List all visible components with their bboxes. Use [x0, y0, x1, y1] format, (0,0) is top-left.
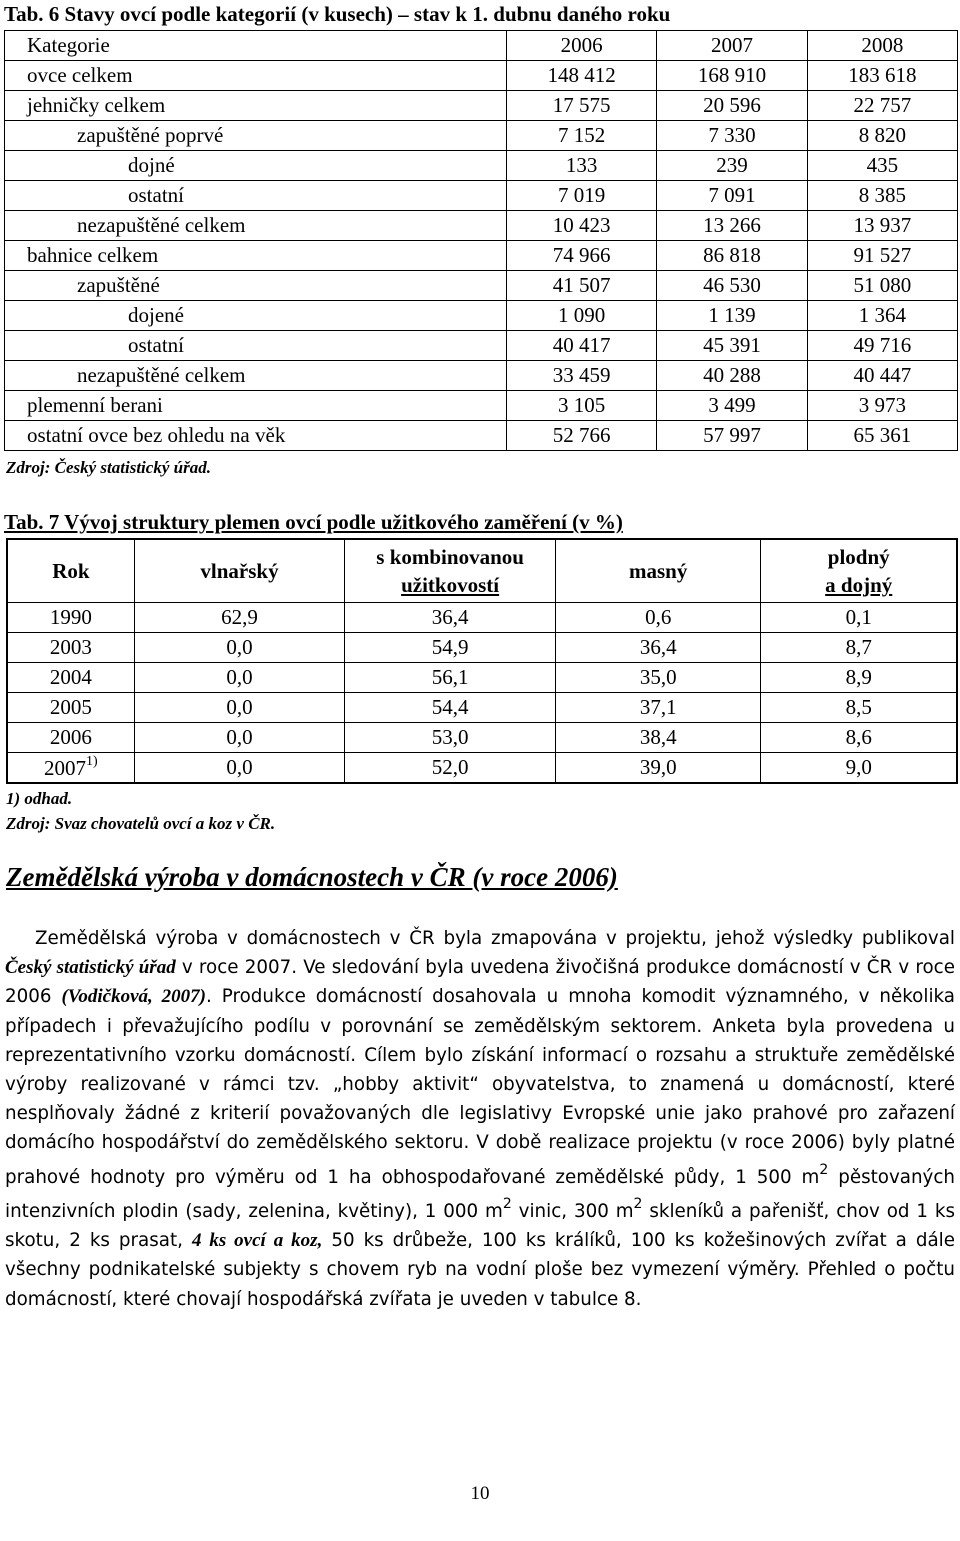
table6-value-cell: 57 997 — [657, 421, 807, 451]
table6 — [4, 30, 958, 451]
table6-category-cell: zapuštěné poprvé — [5, 121, 507, 151]
table7-value-cell: 54,9 — [345, 633, 556, 663]
paragraph-text-6: skleníků a pařenišť, chov od 1 ks skotu, 2 ks prasat, — [5, 1201, 956, 1252]
table6-value-cell: 65 361 — [807, 421, 957, 451]
paragraph-text-4: pěstovaných intenzivních plodin (sady, zelenina, květiny), 1 000 m — [5, 1166, 956, 1223]
table7-value-cell: 8,9 — [761, 663, 957, 693]
table6-value-cell: 168 910 — [657, 61, 807, 91]
table6-row — [5, 391, 958, 421]
table7-header-kombinovana-line2: užitkovostí — [401, 573, 500, 597]
table7-row — [7, 663, 957, 693]
table6-value-cell: 22 757 — [807, 91, 957, 121]
table7-value-cell: 54,4 — [345, 693, 556, 723]
table6-row — [5, 241, 958, 271]
table6-category-cell: ostatní — [5, 181, 507, 211]
table6-value-cell: 86 818 — [657, 241, 807, 271]
table7-source: Zdroj: Svaz chovatelů ovcí a koz v ČR. — [6, 814, 276, 833]
table6-value-cell: 1 139 — [657, 301, 807, 331]
table7-header-vlnarsky: vlnařský — [134, 539, 345, 603]
table6-row — [5, 301, 958, 331]
table7-value-cell: 35,0 — [555, 663, 760, 693]
table6-row — [5, 271, 958, 301]
table7-header-rok: Rok — [7, 539, 134, 603]
table7-header-kombinovana-line1: s kombinovanou — [376, 544, 524, 569]
table6-value-cell: 51 080 — [807, 271, 957, 301]
page-number: 10 — [470, 1483, 490, 1504]
table7-value-cell: 0,0 — [134, 723, 345, 753]
table7-year-cell — [7, 753, 134, 784]
table6-value-cell: 20 596 — [657, 91, 807, 121]
table7-year: 2006 — [49, 725, 92, 749]
table7-value-cell: 36,4 — [345, 603, 556, 633]
table7-caption-prefix: Tab. — [4, 510, 44, 534]
table6-value-cell: 239 — [657, 151, 807, 181]
table6-row — [5, 421, 958, 451]
table6-value-cell: 148 412 — [507, 61, 657, 91]
table6-value-cell: 7 152 — [507, 121, 657, 151]
table6-category-cell: dojené — [5, 301, 507, 331]
table7-value-cell: 37,1 — [555, 693, 760, 723]
table6-row — [5, 61, 958, 91]
table7-caption-text: 7 Vývoj struktury plemen ovcí podle užitkového zaměření (v %) — [43, 510, 623, 534]
table7-value-cell: 9,0 — [761, 753, 957, 784]
table6-value-cell: 49 716 — [807, 331, 957, 361]
table6-row — [5, 121, 958, 151]
table7-row — [7, 723, 957, 753]
table7-year-cell — [7, 633, 134, 663]
table7 — [6, 538, 958, 784]
table6-value-cell: 74 966 — [507, 241, 657, 271]
table6-value-cell: 10 423 — [507, 211, 657, 241]
table7-value-cell: 36,4 — [555, 633, 760, 663]
table7-year-footnote-mark: 1) — [86, 753, 98, 769]
paragraph-text-7: 50 ks drůbeže, 100 ks králíků, 100 ks kožešinových zvířat a dále všechny podnikatelské subjekty s chovem ryb na vodní ploše bez vymezení výměry. Přehled o počtu domácností, které chovají hospodářská zvířata je uveden v tabulce 8. — [5, 1230, 955, 1310]
table6-value-cell: 7 330 — [657, 121, 807, 151]
table6-category-cell: ostatní — [5, 331, 507, 361]
table6-value-cell: 8 385 — [807, 181, 957, 211]
table6-source: Zdroj: Český statistický úřad. — [6, 458, 211, 477]
table7-year: 2005 — [49, 695, 92, 719]
table6-value-cell: 183 618 — [807, 61, 957, 91]
table7-year: 2004 — [49, 665, 92, 689]
table6-category-cell: zapuštěné — [5, 271, 507, 301]
table6-value-cell: 1 090 — [507, 301, 657, 331]
table7-value-cell: 8,6 — [761, 723, 957, 753]
table7-header-kombinovana — [345, 539, 556, 603]
table6-value-cell: 45 391 — [657, 331, 807, 361]
paragraph-citation: (Vodičková, 2007) — [61, 986, 206, 1008]
table6-header-row — [5, 31, 958, 61]
table7-value-cell: 62,9 — [134, 603, 345, 633]
table6-category-cell: ovce celkem — [5, 61, 507, 91]
table6-value-cell: 3 973 — [807, 391, 957, 421]
table6-value-cell: 52 766 — [507, 421, 657, 451]
table6-category-cell: nezapuštěné celkem — [5, 361, 507, 391]
table6-value-cell: 13 937 — [807, 211, 957, 241]
table6-value-cell: 1 364 — [807, 301, 957, 331]
table6-value-cell: 13 266 — [657, 211, 807, 241]
table7-value-cell: 0,0 — [134, 663, 345, 693]
table6-header-year: 2008 — [807, 31, 957, 61]
table6-value-cell: 3 499 — [657, 391, 807, 421]
table6-row — [5, 331, 958, 361]
table6-value-cell: 17 575 — [507, 91, 657, 121]
superscript-2: 2 — [502, 1195, 512, 1212]
section-paragraph — [5, 924, 955, 1314]
table7-value-cell: 0,0 — [134, 693, 345, 723]
table6-value-cell: 33 459 — [507, 361, 657, 391]
table7-value-cell: 0,1 — [761, 603, 957, 633]
table7-year: 2007 — [44, 755, 87, 780]
table6-category-cell: plemenní berani — [5, 391, 507, 421]
section-heading: Zemědělská výroba v domácnostech v ČR (v roce 2006) — [6, 862, 618, 892]
table7-value-cell: 56,1 — [345, 663, 556, 693]
superscript-2: 2 — [633, 1195, 643, 1212]
table6-row — [5, 211, 958, 241]
table7-year-cell — [7, 693, 134, 723]
table6-row — [5, 361, 958, 391]
table7-caption — [4, 510, 623, 535]
paragraph-text-2: v roce 2007. Ve sledování byla uvedena živočišná produkce domácností v ČR v roce 2006 — [5, 957, 955, 1008]
table6-row — [5, 181, 958, 211]
table7-value-cell: 38,4 — [555, 723, 760, 753]
table6-category-cell: ostatní ovce bez ohledu na věk — [5, 421, 507, 451]
superscript-2: 2 — [819, 1161, 829, 1178]
table6-category-cell: dojné — [5, 151, 507, 181]
table6-value-cell: 7 019 — [507, 181, 657, 211]
table7-header-plodny — [761, 539, 957, 603]
table7-header-masny: masný — [555, 539, 760, 603]
table7-value-cell: 8,7 — [761, 633, 957, 663]
table6-row — [5, 151, 958, 181]
table6-value-cell: 91 527 — [807, 241, 957, 271]
table6-header-year: 2007 — [657, 31, 807, 61]
table6-header-kategorie: Kategorie — [5, 31, 507, 61]
table6-category-cell: jehničky celkem — [5, 91, 507, 121]
table7-row — [7, 603, 957, 633]
table7-value-cell: 8,5 — [761, 693, 957, 723]
table6-value-cell: 40 288 — [657, 361, 807, 391]
table7-value-cell: 0,0 — [134, 633, 345, 663]
table7-header-plodny-line1: plodný — [827, 544, 890, 569]
table7-year: 1990 — [49, 605, 92, 629]
table6-value-cell: 133 — [507, 151, 657, 181]
table6-value-cell: 41 507 — [507, 271, 657, 301]
paragraph-text-3: . Produkce domácností dosahovala u mnoha komodit významného, v několika případech i převažujícího podílu v porovnání se zemědělským sektorem. Anketa byla provedena u reprezentativního vzorku domácností. Cílem bylo získání informací o rozsahu a struktuře zemědělské výroby realizované v rámci tzv. „hobby aktivit“ obyvatelstva, to znamená u domácností, které nesplňovaly žádné z kriterií považovaných dle legislativy Evropské unie jako prahové pro zařazení domácího hospodářství do zemědělského sektoru. V době realizace projektu (v roce 2006) byly platné prahové hodnoty pro výměru od 1 ha obhospodařované zemědělské půdy, 1 500 m — [5, 986, 955, 1188]
table6-row — [5, 91, 958, 121]
table7-row — [7, 693, 957, 723]
table7-year-cell — [7, 723, 134, 753]
table6-value-cell: 435 — [807, 151, 957, 181]
table7-header-row — [7, 539, 957, 603]
table6-caption: Tab. 6 Stavy ovcí podle kategorií (v kusech) – stav k 1. dubnu daného roku — [4, 2, 671, 26]
table7-value-cell: 0,0 — [134, 753, 345, 784]
table7-row — [7, 753, 957, 784]
table7-value-cell: 0,6 — [555, 603, 760, 633]
paragraph-emphasis-csu: Český statistický úřad — [5, 957, 176, 979]
paragraph-text-1: Zemědělská výroba v domácnostech v ČR byla zmapována v projektu, jehož výsledky publikoval — [35, 928, 955, 949]
table7-header-plodny-line2: a dojný — [825, 573, 893, 597]
table7-footnote: 1) odhad. — [6, 789, 73, 808]
table7-value-cell: 52,0 — [345, 753, 556, 784]
table7-value-cell: 53,0 — [345, 723, 556, 753]
paragraph-text-5: vinic, 300 m — [511, 1201, 634, 1223]
table6-value-cell: 46 530 — [657, 271, 807, 301]
table6-value-cell: 40 417 — [507, 331, 657, 361]
table6-category-cell: nezapuštěné celkem — [5, 211, 507, 241]
table7-year-cell — [7, 663, 134, 693]
table6-value-cell: 8 820 — [807, 121, 957, 151]
table7-year-cell — [7, 603, 134, 633]
table6-value-cell: 40 447 — [807, 361, 957, 391]
table7-year: 2003 — [49, 635, 92, 659]
table6-value-cell: 7 091 — [657, 181, 807, 211]
table6-header-year: 2006 — [507, 31, 657, 61]
paragraph-emphasis-ovce: 4 ks ovcí a koz, — [191, 1230, 323, 1252]
table6-category-cell: bahnice celkem — [5, 241, 507, 271]
table7-value-cell: 39,0 — [555, 753, 760, 784]
table7-row — [7, 633, 957, 663]
table6-value-cell: 3 105 — [507, 391, 657, 421]
